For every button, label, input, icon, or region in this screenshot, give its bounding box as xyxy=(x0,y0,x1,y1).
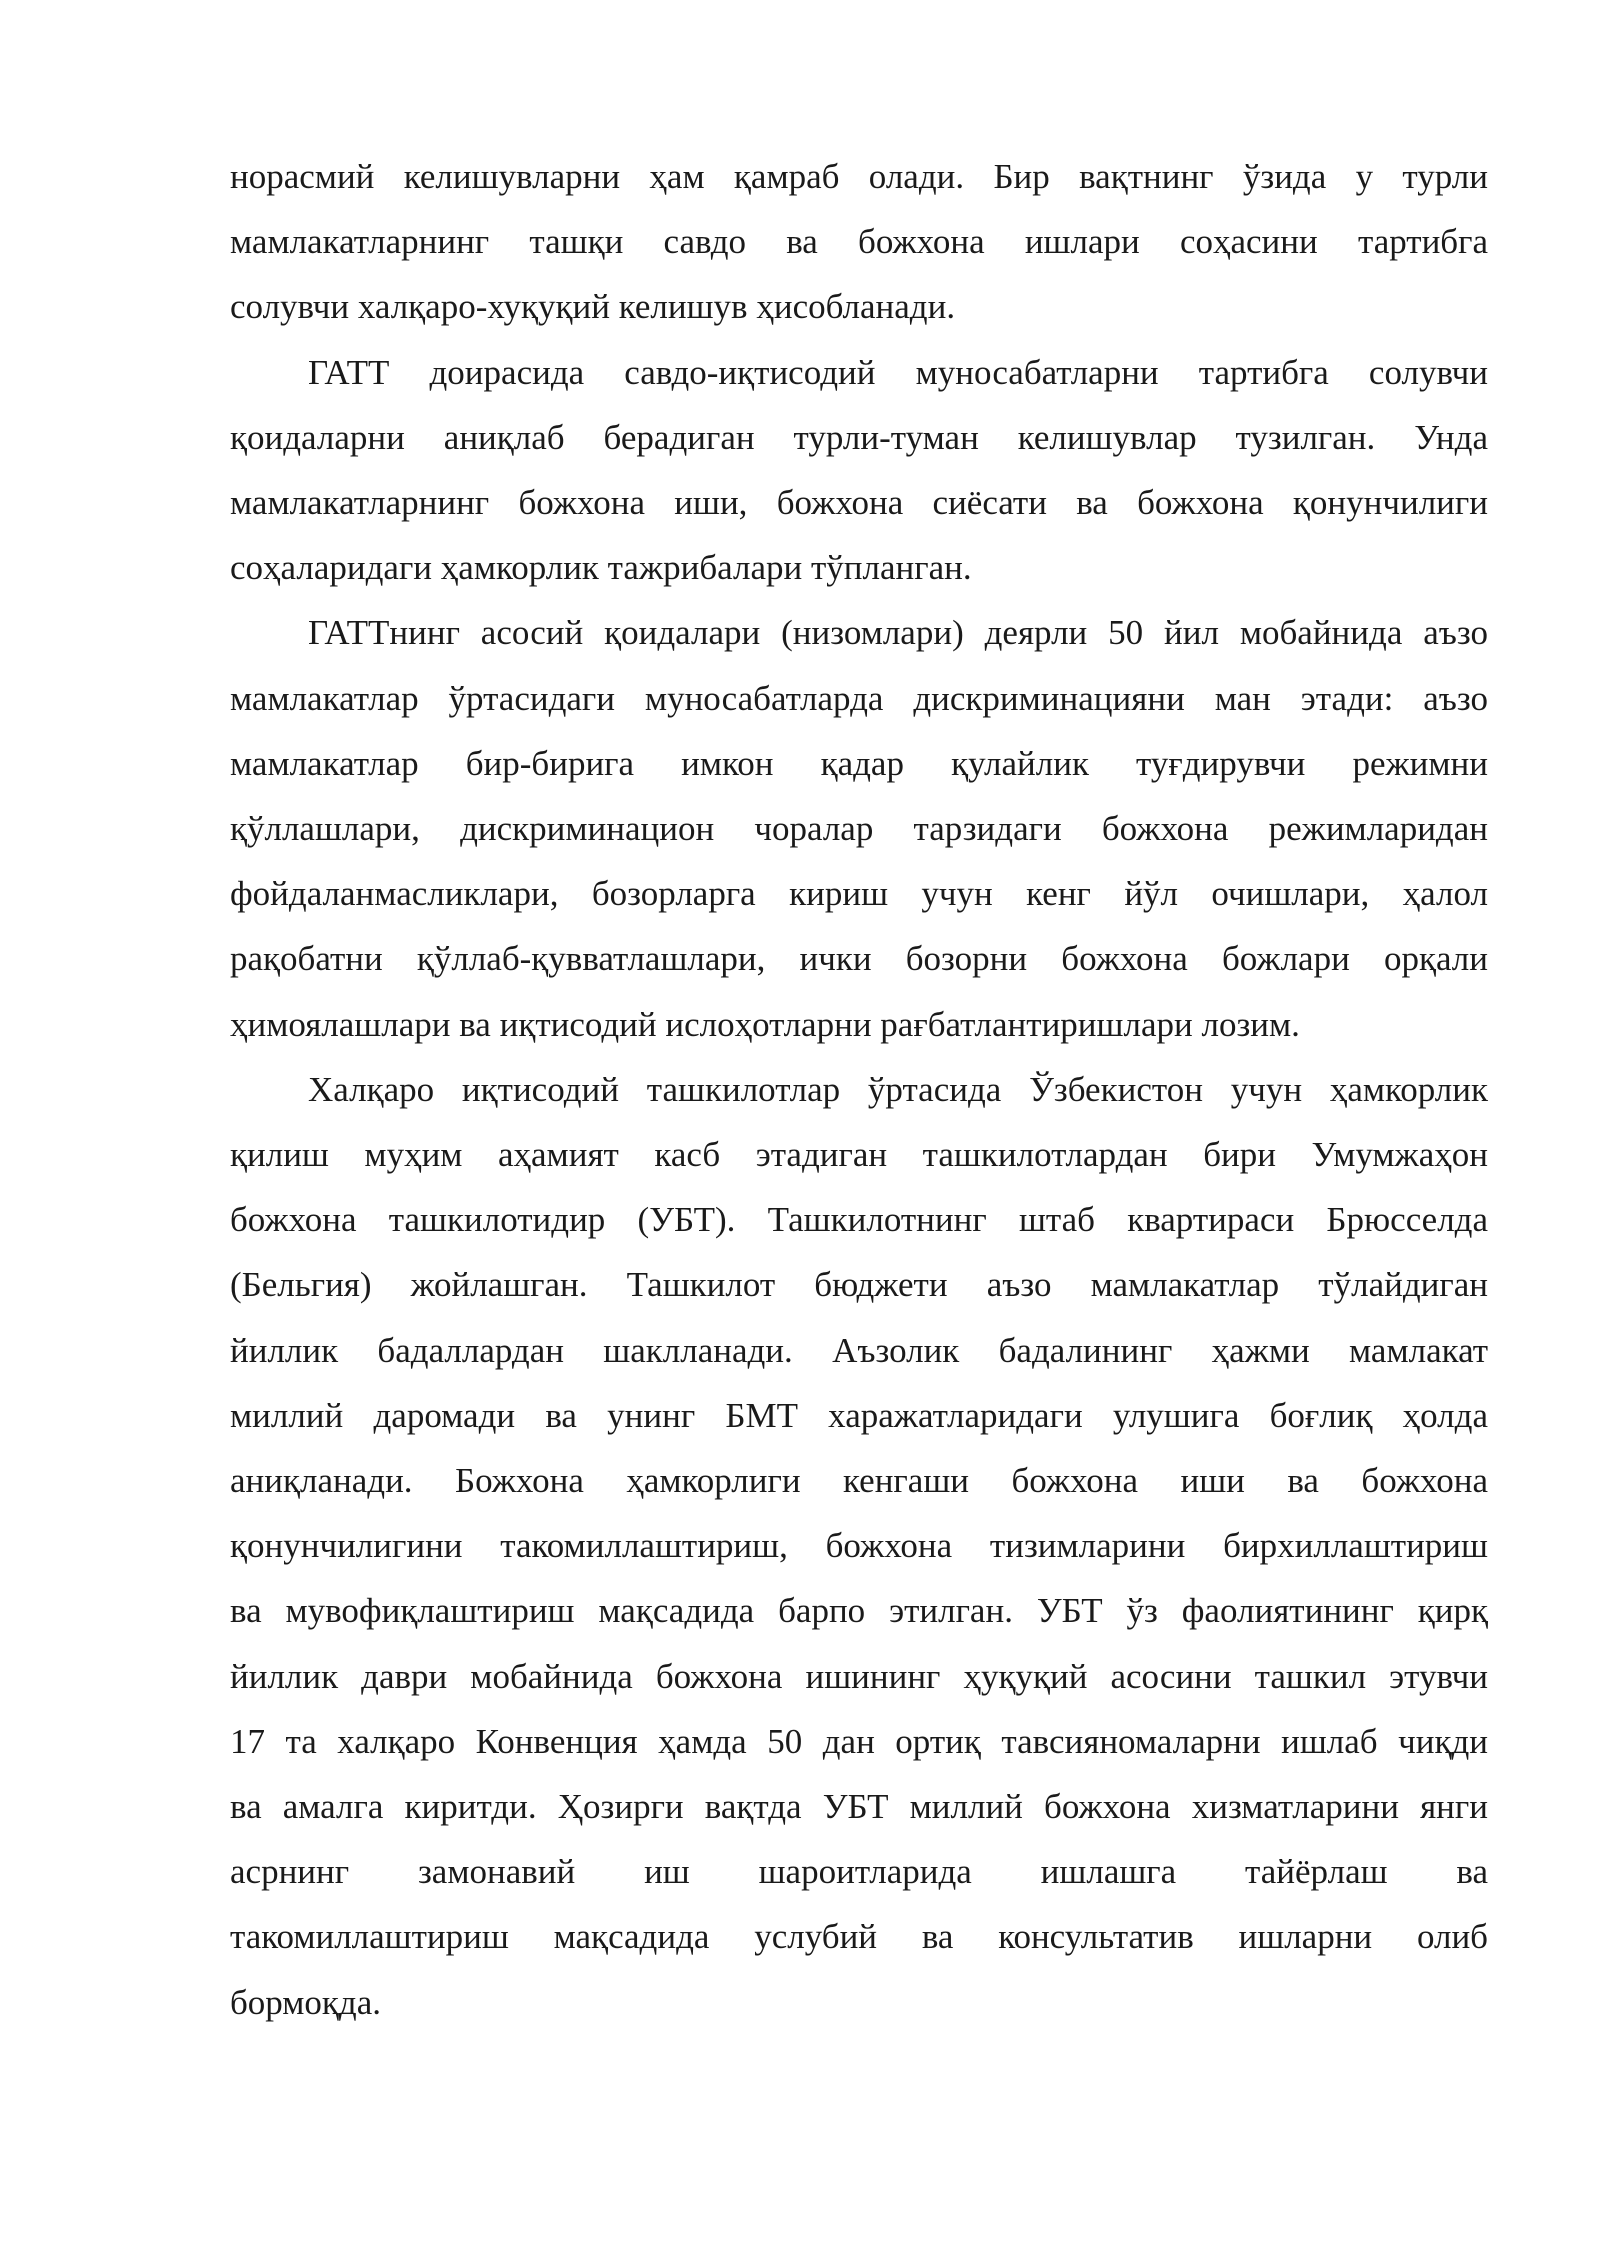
text-line: қонунчилигини такомиллаштириш, божхона тизимларини бирхиллаштириш xyxy=(230,1526,1488,1566)
text-line: ГАТТнинг асосий қоидалари (низомлари) деярли 50 йил мобайнида аъзо xyxy=(308,613,1488,653)
text-line: аниқланади. Божхона ҳамкорлиги кенгаши божхона иши ва божхона xyxy=(230,1461,1488,1501)
paragraph-4 xyxy=(230,1057,1488,2035)
text-line: мамлакатларнинг ташқи савдо ва божхона ишлари соҳасини тартибга xyxy=(230,222,1488,262)
text-line: мамлакатлар ўртасидаги муносабатларда дискриминацияни ман этади: аъзо xyxy=(230,678,1488,718)
text-line: рақобатни қўллаб-қувватлашлари, ички бозорни божхона божлари орқали xyxy=(230,939,1488,979)
text-line: қўллашлари, дискриминацион чоралар тарзидаги божхона режимларидан xyxy=(230,809,1488,849)
text-line: қилиш муҳим аҳамият касб этадиган ташкилотлардан бири Умумжаҳон xyxy=(230,1135,1488,1175)
text-line: солувчи халқаро-хуқуқий келишув ҳисобланади. xyxy=(230,287,956,327)
text-line: ГАТТ доирасида савдо-иқтисодий муносабатларни тартибга солувчи xyxy=(308,352,1488,392)
text-line: соҳаларидаги ҳамкорлик тажрибалари тўпланган. xyxy=(230,548,972,588)
text-line: 17 та халқаро Конвенция ҳамда 50 дан ортиқ тавсияномаларни ишлаб чиқди xyxy=(230,1721,1488,1761)
text-line: бормоқда. xyxy=(230,1982,382,2022)
text-line: (Бельгия) жойлашган. Ташкилот бюджети аъзо мамлакатлар тўлайдиган xyxy=(230,1265,1488,1305)
text-line: миллий даромади ва унинг БМТ харажатларидаги улушига боғлиқ ҳолда xyxy=(230,1395,1488,1435)
text-line: мамлакатларнинг божхона иши, божхона сиёсати ва божхона қонунчилиги xyxy=(230,483,1488,523)
paragraph-1 xyxy=(230,144,1488,340)
text-line: Халқаро иқтисодий ташкилотлар ўртасида Ўзбекистон учун ҳамкорлик xyxy=(308,1069,1488,1109)
text-line: қоидаларни аниқлаб берадиган турли-туман келишувлар тузилган. Унда xyxy=(230,417,1488,457)
paragraph-2 xyxy=(230,340,1488,601)
text-line: асрнинг замонавий иш шароитларида ишлашга тайёрлаш ва xyxy=(230,1852,1488,1892)
text-line: йиллик бадаллардан шаклланади. Аъзолик бадалининг ҳажми мамлакат xyxy=(230,1330,1488,1370)
text-line: фойдаланмасликлари, бозорларга кириш учун кенг йўл очишлари, ҳалол xyxy=(230,874,1488,914)
document-page xyxy=(230,144,1488,2035)
text-line: божхона ташкилотидир (УБТ). Ташкилотнинг штаб квартираси Брюсселда xyxy=(230,1200,1488,1240)
text-line: ва амалга киритди. Ҳозирги вақтда УБТ миллий божхона хизматларини янги xyxy=(230,1787,1488,1827)
text-line: ҳимоялашлари ва иқтисодий ислоҳотларни рағбатлантиришлари лозим. xyxy=(230,1004,1300,1044)
text-line: такомиллаштириш мақсадида услубий ва консультатив ишларни олиб xyxy=(230,1917,1488,1957)
text-line: мамлакатлар бир-бирига имкон қадар қулайлик туғдирувчи режимни xyxy=(230,743,1488,783)
text-line: норасмий келишувларни ҳам қамраб олади. Бир вақтнинг ўзида у турли xyxy=(230,157,1488,196)
paragraph-3 xyxy=(230,600,1488,1056)
text-line: йиллик даври мобайнида божхона ишининг ҳуқуқий асосини ташкил этувчи xyxy=(230,1656,1488,1696)
text-line: ва мувофиқлаштириш мақсадида барпо этилган. УБТ ўз фаолиятининг қирқ xyxy=(230,1591,1488,1631)
